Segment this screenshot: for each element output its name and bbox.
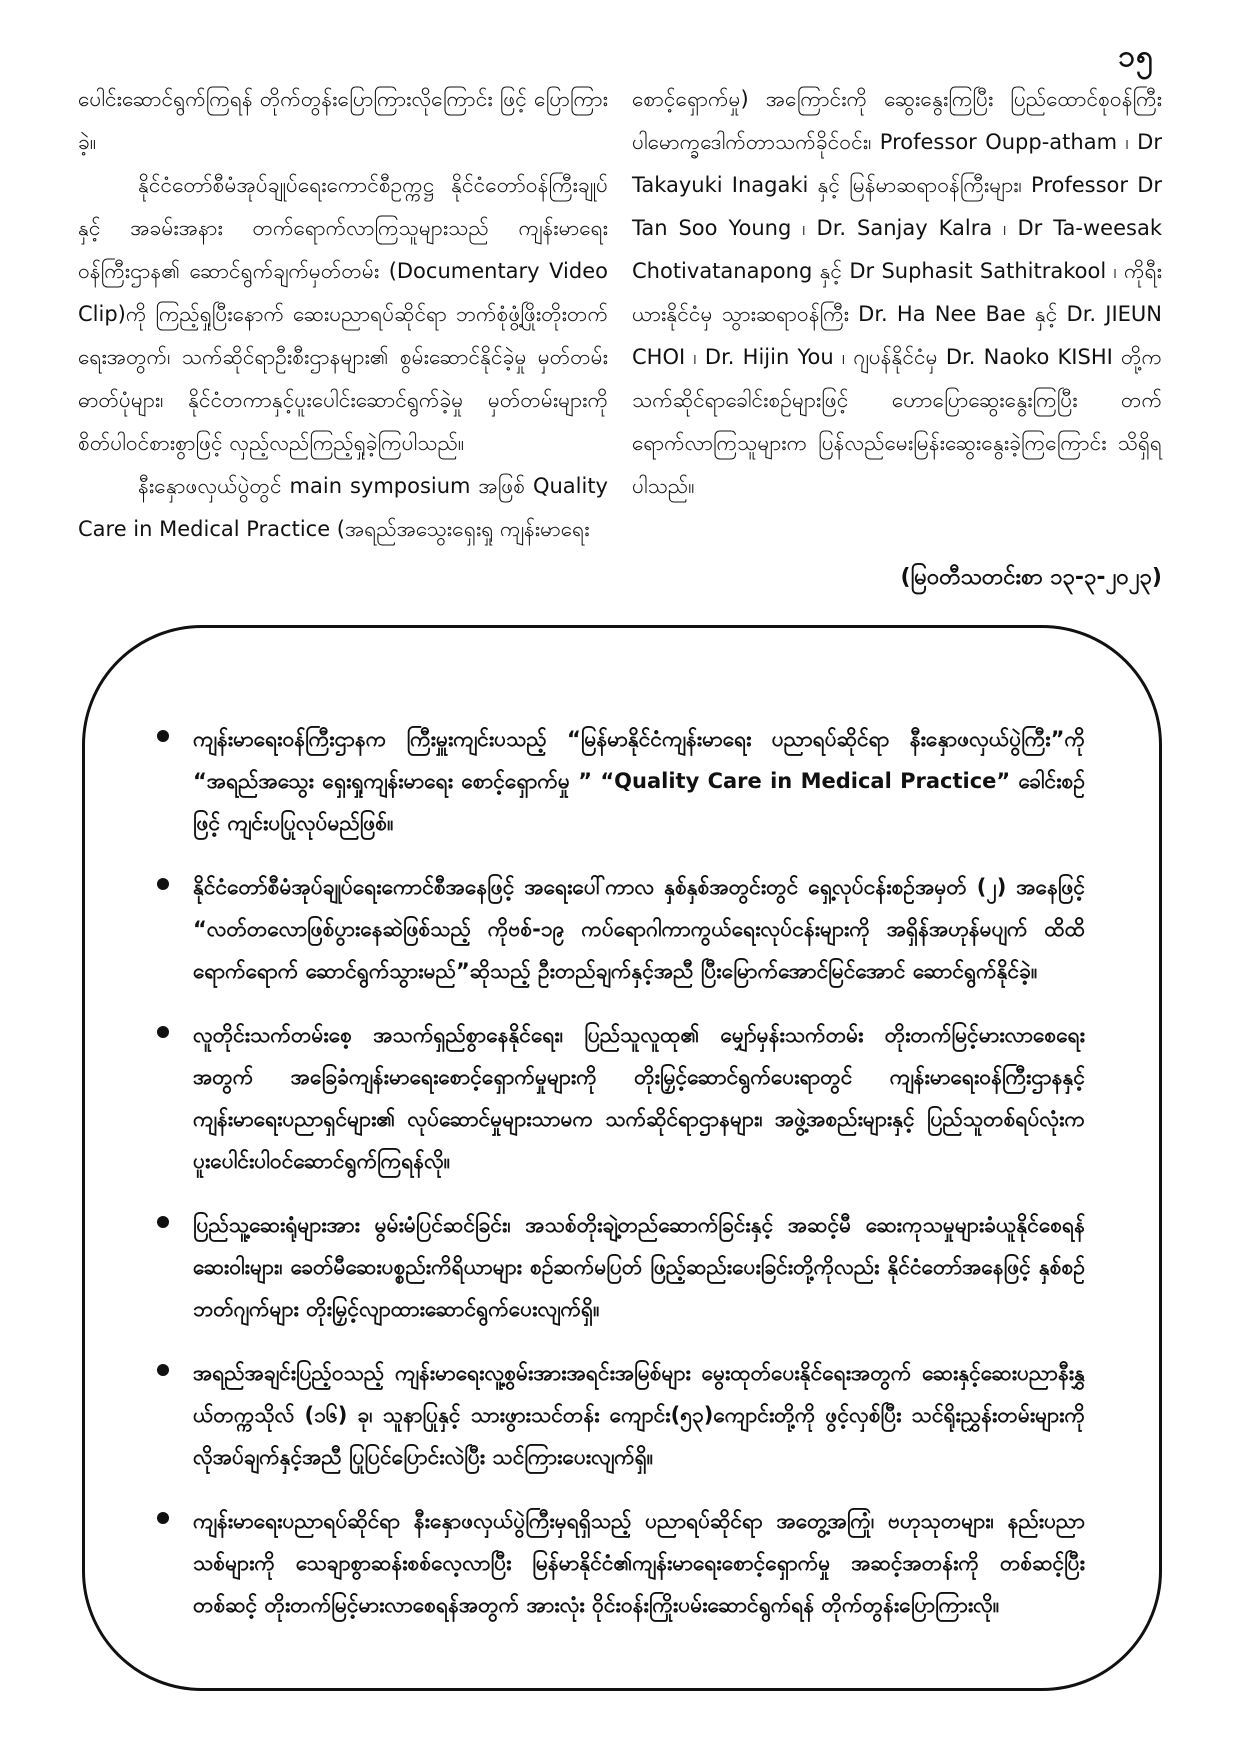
bullet-icon (157, 1512, 169, 1524)
source-citation: (မြဝတီသတင်းစာ ၁၃-၃-၂၀၂၃) (900, 565, 1162, 590)
list-item (157, 866, 1085, 992)
bullet-icon (157, 878, 169, 890)
bullet-list (157, 718, 1085, 1648)
bullet-icon (157, 1026, 169, 1038)
list-item-text: ကျန်းမာရေးဝန်ကြီးဌာနက ကြီးမှူးကျင်းပသည့် “မြန်မာနိုင်ငံကျန်းမာရေး ပညာရပ်ဆိုင်ရာ နီးနှောဖလှယ်ပွဲကြီး”ကို “အရည်အသွေး ရှေးရှုကျန်းမာရေး စောင့်ရှောက်မှု ” “Quality Care in Medical Practice” ခေါင်းစဉ်ဖြင့် ကျင်းပပြုလုပ်မည်ဖြစ်။ (193, 727, 1085, 835)
list-item (157, 1352, 1085, 1478)
list-item-text: ကျန်းမာရေးပညာရပ်ဆိုင်ရာ နီးနှောဖလှယ်ပွဲကြီးမှရရှိသည့် ပညာရပ်ဆိုင်ရာ အတွေ့အကြုံ၊ ဗဟုသုတများ၊ နည်းပညာသစ်များကို သေချာစွာဆန်းစစ်လေ့လာပြီး မြန်မာနိုင်ငံ၏ကျန်းမာရေးစောင့်ရှောက်မှု အဆင့်အတန်းကို တစ်ဆင့်ပြီးတစ်ဆင့် တိုးတက်မြင့်မားလာစေရန်အတွက် အားလုံး ဝိုင်းဝန်းကြိုးပမ်းဆောင်ရွက်ရန် တိုက်တွန်းပြောကြားလို။ (193, 1509, 1085, 1617)
paragraph: စောင့်ရှောက်မှု) အကြောင်းကို ဆွေးနွေးကြပြီး ပြည်ထောင်စုဝန်ကြီး ပါမောက္ခဒေါက်တာသက်ခိုင်ဝင်း၊ Professor Oupp-atham ၊ Dr Takayuki Inagaki နှင့် မြန်မာဆရာဝန်ကြီးများ၊ Professor Dr Tan Soo Young ၊ Dr. Sanjay Kalra ၊ Dr Ta-weesak Chotivatanapong နှင့် Dr Suphasit Sathitrakool ၊ ကိုရီးယားနိုင်ငံမှ သွားဆရာဝန်ကြီး Dr. Ha Nee Bae နှင့် Dr. JIEUN CHOI ၊ Dr. Hijin You ၊ ဂျပန်နိုင်ငံမှ Dr. Naoko KISHI တို့က သက်ဆိုင်ရာခေါင်းစဉ်များဖြင့် ဟောပြောဆွေးနွေးကြပြီး တက်ရောက်လာကြသူများက ပြန်လည်မေးမြန်းဆွေးနွေးခဲ့ကြကြောင်း သိရှိရပါသည်။ (632, 87, 1162, 498)
right-column (632, 78, 1162, 508)
page-number: ၁၅ (1118, 39, 1154, 74)
bullet-icon (157, 1364, 169, 1376)
bullet-icon (157, 730, 169, 742)
list-item-text: အရည်အချင်းပြည့်ဝသည့် ကျန်းမာရေးလူ့စွမ်းအားအရင်းအမြစ်များ မွေးထုတ်ပေးနိုင်ရေးအတွက် ဆေးနှင့်ဆေးပညာနီးနွှယ်တက္ကသိုလ် (၁၆) ခု၊ သူနာပြုနှင့် သားဖွားသင်တန်း ကျောင်း(၅၃)ကျောင်းတို့ကို ဖွင့်လှစ်ပြီး သင်ရိုးညွှန်းတမ်းများကို လိုအပ်ချက်နှင့်အညီ ပြုပြင်ပြောင်းလဲပြီး သင်ကြားပေးလျက်ရှိ။ (193, 1361, 1085, 1469)
paragraph: နီးနှောဖလှယ်ပွဲတွင် main symposium အဖြစ် Quality Care in Medical Practice (အရည်အသွေးရှေးရှု ကျန်းမာရေး (78, 474, 608, 541)
paragraph: ပေါင်းဆောင်ရွက်ကြရန် တိုက်တွန်းပြောကြားလိုကြောင်း ဖြင့် ပြောကြားခဲ့။ (78, 87, 608, 154)
list-item (157, 1500, 1085, 1626)
list-item-text: နိုင်ငံတော်စီမံအုပ်ချုပ်ရေးကောင်စီအနေဖြင့် အရေးပေါ်ကာလ နှစ်နှစ်အတွင်းတွင် ရှေ့လုပ်ငန်းစဉ်အမှတ် (၂) အနေဖြင့် “လတ်တလောဖြစ်ပွားနေဆဲဖြစ်သည့် ကိုဗစ်-၁၉ ကပ်ရောဂါကာကွယ်ရေးလုပ်ငန်းများကို အရှိန်အဟုန်မပျက် ထိထိရောက်ရောက် ဆောင်ရွက်သွားမည်”ဆိုသည့် ဦးတည်ချက်နှင့်အညီ ပြီးမြောက်အောင်မြင်အောင် ဆောင်ရွက်နိုင်ခဲ့။ (193, 875, 1085, 983)
list-item-text: လူတိုင်းသက်တမ်းစေ့ အသက်ရှည်စွာနေနိုင်ရေး၊ ပြည်သူလူထု၏ မျှော်မှန်းသက်တမ်း တိုးတက်မြင့်မားလာစေရေးအတွက် အခြေခံကျန်းမာရေးစောင့်ရှောက်မှုများကို တိုးမြှင့်ဆောင်ရွက်ပေးရာတွင် ကျန်းမာရေးဝန်ကြီးဌာနနှင့် ကျန်းမာရေးပညာရှင်များ၏ လုပ်ဆောင်မှုများသာမက သက်ဆိုင်ရာဌာနများ၊ အဖွဲ့အစည်းများနှင့် ပြည်သူတစ်ရပ်လုံးက ပူးပေါင်းပါဝင်ဆောင်ရွက်ကြရန်လို။ (193, 1023, 1085, 1173)
list-item (157, 1204, 1085, 1330)
left-column (78, 78, 608, 551)
paragraph: နိုင်ငံတော်စီမံအုပ်ချုပ်ရေးကောင်စီဥက္ကဋ္ဌ နိုင်ငံတော်ဝန်ကြီးချုပ်နှင့် အခမ်းအနား တက်ရောက်လာကြသူများသည် ကျန်းမာရေးဝန်ကြီးဌာန၏ ဆောင်ရွက်ချက်မှတ်တမ်း (Documentary Video Clip)ကို ကြည့်ရှုပြီးနောက် ဆေးပညာရပ်ဆိုင်ရာ ဘက်စုံဖွံ့ဖြိုးတိုးတက်ရေးအတွက်၊ သက်ဆိုင်ရာဦးစီးဌာနများ၏ စွမ်းဆောင်နိုင်ခဲ့မှု မှတ်တမ်းဓာတ်ပုံများ၊ နိုင်ငံတကာနှင့်ပူးပေါင်းဆောင်ရွက်ခဲ့မှု မှတ်တမ်းများကို စိတ်ပါဝင်စားစွာဖြင့် လှည့်လည်ကြည့်ရှုခဲ့ကြပါသည်။ (78, 173, 608, 455)
highlights-box (82, 625, 1162, 1691)
list-item (157, 718, 1085, 844)
list-item-text: ပြည်သူ့ဆေးရုံများအား မွမ်းမံပြင်ဆင်ခြင်း၊ အသစ်တိုးချဲ့တည်ဆောက်ခြင်းနှင့် အဆင့်မီ ဆေးကုသမှုများခံယူနိုင်စေရန် ဆေးဝါးများ၊ ခေတ်မီဆေးပစ္စည်းကိရိယာများ စဉ်ဆက်မပြတ် ဖြည့်ဆည်းပေးခြင်းတို့ကိုလည်း နိုင်ငံတော်အနေဖြင့် နှစ်စဉ်ဘတ်ဂျက်များ တိုးမြှင့်လျာထားဆောင်ရွက်ပေးလျက်ရှိ။ (193, 1213, 1085, 1321)
bullet-icon (157, 1216, 169, 1228)
list-item (157, 1014, 1085, 1182)
